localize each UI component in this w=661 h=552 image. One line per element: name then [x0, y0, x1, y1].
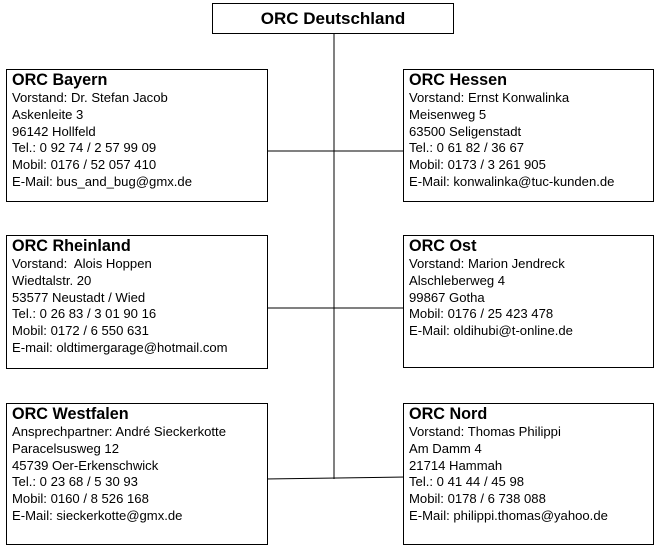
- chairperson-line: Vorstand: Alois Hoppen: [12, 256, 152, 271]
- mobile-line: Mobil: 0173 / 3 261 905: [409, 157, 546, 173]
- mobile-line: Mobil: 0160 / 8 526 168: [12, 491, 149, 507]
- mobile-line: Mobil: 0172 / 6 550 631: [12, 323, 149, 339]
- email-line: E-Mail: oldihubi@t-online.de: [409, 323, 573, 339]
- region-node-nord: [403, 403, 654, 545]
- region-title: ORC Hessen: [409, 71, 508, 89]
- city-line: 99867 Gotha: [409, 289, 485, 305]
- street-line: Alschleberweg 4: [409, 272, 506, 288]
- mobile-line: Mobil: 0176 / 52 057 410: [12, 157, 157, 173]
- region-node-ost: [403, 235, 654, 368]
- region-node-bayern: [6, 69, 268, 202]
- street-line: Am Damm 4: [409, 440, 482, 456]
- region-title: ORC Ost: [409, 237, 477, 255]
- region-node-rheinland: [6, 235, 268, 369]
- street-line: Paracelsusweg 12: [12, 440, 119, 456]
- chairperson-line: Vorstand: Marion Jendreck: [409, 256, 565, 271]
- chairperson-line: Vorstand: Thomas Philippi: [409, 424, 561, 439]
- street-line: Askenleite 3: [12, 106, 84, 122]
- phone-line: Tel.: 0 26 83 / 3 01 90 16: [12, 306, 157, 322]
- city-line: 53577 Neustadt / Wied: [12, 289, 146, 305]
- email-line: E-Mail: bus_and_bug@gmx.de: [12, 173, 192, 189]
- email-line: E-mail: oldtimergarage@hotmail.com: [12, 339, 228, 355]
- mobile-line: Mobil: 0176 / 25 423 478: [409, 306, 554, 322]
- phone-line: Tel.: 0 23 68 / 5 30 93: [12, 474, 138, 490]
- chairperson-line: Vorstand: Dr. Stefan Jacob: [12, 90, 168, 105]
- phone-line: Tel.: 0 92 74 / 2 57 99 09: [12, 140, 157, 156]
- city-line: 45739 Oer-Erkenschwick: [12, 457, 159, 473]
- street-line: Wiedtalstr. 20: [12, 272, 92, 288]
- city-line: 21714 Hammah: [409, 457, 503, 473]
- street-line: Meisenweg 5: [409, 106, 487, 122]
- region-title: ORC Westfalen: [12, 405, 129, 423]
- root-node-orc-deutschland: [212, 3, 454, 34]
- email-line: E-Mail: philippi.thomas@yahoo.de: [409, 507, 608, 523]
- mobile-line: Mobil: 0178 / 6 738 088: [409, 491, 546, 507]
- region-title: ORC Rheinland: [12, 237, 131, 255]
- city-line: 63500 Seligenstadt: [409, 123, 522, 139]
- email-line: E-Mail: konwalinka@tuc-kunden.de: [409, 173, 615, 189]
- branch-connector-westfalen-nord: [265, 477, 406, 479]
- root-node-title: ORC Deutschland: [260, 8, 406, 28]
- region-title: ORC Nord: [409, 405, 488, 423]
- region-node-hessen: [403, 69, 654, 202]
- region-title: ORC Bayern: [12, 71, 108, 89]
- phone-line: Tel.: 0 61 82 / 36 67: [409, 140, 525, 156]
- region-node-westfalen: [6, 403, 268, 545]
- contact-person-line: Ansprechpartner: André Sieckerkotte: [12, 424, 226, 439]
- email-line: E-Mail: sieckerkotte@gmx.de: [12, 507, 183, 523]
- phone-line: Tel.: 0 41 44 / 45 98: [409, 474, 525, 490]
- city-line: 96142 Hollfeld: [12, 123, 96, 139]
- chairperson-line: Vorstand: Ernst Konwalinka: [409, 90, 570, 105]
